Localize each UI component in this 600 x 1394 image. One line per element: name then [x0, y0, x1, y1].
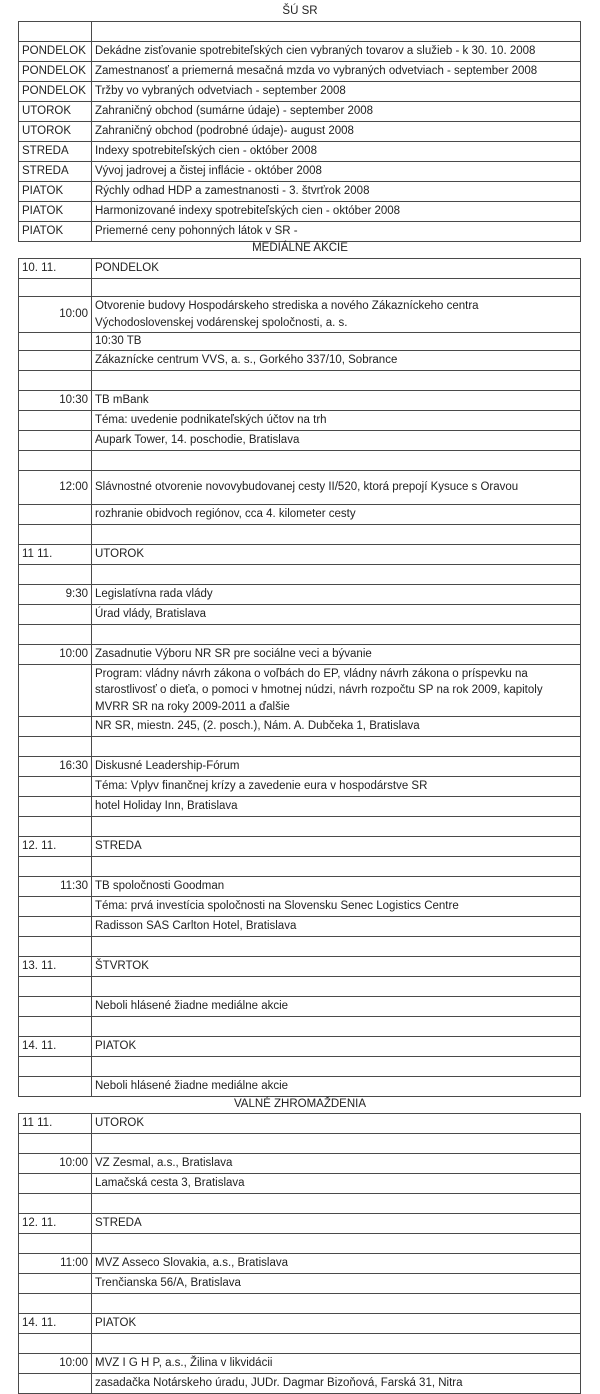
item-text: PIATOK — [92, 1037, 581, 1057]
empty-cell — [19, 937, 92, 957]
item-text: zasadačka Notárskeho úradu, JUDr. Dagmar Bizoňová, Farská 31, Nitra — [92, 1374, 581, 1394]
empty-cell — [19, 371, 92, 391]
empty-cell — [19, 505, 92, 525]
table-row — [19, 997, 581, 1017]
empty-cell — [19, 605, 92, 625]
empty-cell — [19, 897, 92, 917]
item-text — [92, 1234, 581, 1254]
table-row — [19, 1274, 581, 1294]
day-cell: PONDELOK — [19, 62, 92, 82]
table-row — [19, 877, 581, 897]
item-text: Neboli hlásené žiadne mediálne akcie — [92, 997, 581, 1017]
item-text: Úrad vlády, Bratislava — [92, 605, 581, 625]
item-text: Legislatívna rada vlády — [92, 585, 581, 605]
day-cell: PIATOK — [19, 182, 92, 202]
item-text: Neboli hlásené žiadne mediálne akcie — [92, 1077, 581, 1097]
medialne-akcie-table — [18, 258, 581, 1097]
item-text: STREDA — [92, 1214, 581, 1234]
table-row — [19, 162, 581, 182]
date-cell: 12. 11. — [19, 837, 92, 857]
time-cell: 10:00 — [19, 645, 92, 665]
empty-cell — [19, 777, 92, 797]
item-text: ŠTVRTOK — [92, 957, 581, 977]
empty-cell — [19, 997, 92, 1017]
table-row — [19, 757, 581, 777]
item-text: TB spoločnosti Goodman — [92, 877, 581, 897]
table-row — [19, 142, 581, 162]
item-text — [92, 625, 581, 645]
table-row — [19, 22, 581, 42]
empty-cell — [19, 1294, 92, 1314]
table-row — [19, 545, 581, 565]
time-cell: 10:00 — [19, 297, 92, 333]
day-cell: UTOROK — [19, 122, 92, 142]
empty-cell — [19, 333, 92, 351]
table-row — [19, 585, 581, 605]
item-text: rozhranie obidvoch regiónov, cca 4. kilometer cesty — [92, 505, 581, 525]
section-title-su-sr: ŠÚ SR — [282, 5, 318, 17]
item-text: Zákaznícke centrum VVS, a. s., Gorkého 337/10, Sobrance — [92, 351, 581, 371]
item-text — [92, 737, 581, 757]
table-row — [19, 391, 581, 411]
item-text: MVZ I G H P, a.s., Žilina v likvidácii — [92, 1354, 581, 1374]
table-row — [19, 62, 581, 82]
item-text — [92, 977, 581, 997]
item-text: Lamačská cesta 3, Bratislava — [92, 1174, 581, 1194]
item-text: Slávnostné otvorenie novovybudovanej cesty II/520, ktorá prepojí Kysuce s Oravou — [92, 471, 581, 505]
table-row — [19, 122, 581, 142]
table-row — [19, 1017, 581, 1037]
item-text — [92, 22, 581, 42]
table-row — [19, 1057, 581, 1077]
table-row — [19, 1154, 581, 1174]
item-text — [92, 1134, 581, 1154]
empty-cell — [19, 525, 92, 545]
empty-cell — [19, 717, 92, 737]
empty-cell — [19, 797, 92, 817]
table-row — [19, 102, 581, 122]
time-cell: 11:00 — [19, 1254, 92, 1274]
table-row — [19, 565, 581, 585]
date-cell: 11 11. — [19, 545, 92, 565]
item-text: Téma: uvedenie podnikateľských účtov na trh — [92, 411, 581, 431]
empty-cell — [19, 1057, 92, 1077]
table-row — [19, 665, 581, 717]
empty-cell — [19, 857, 92, 877]
date-cell: 14. 11. — [19, 1037, 92, 1057]
item-text: Trenčianska 56/A, Bratislava — [92, 1274, 581, 1294]
day-cell: STREDA — [19, 142, 92, 162]
table-row — [19, 717, 581, 737]
empty-cell — [19, 22, 92, 42]
table-row — [19, 977, 581, 997]
table-row — [19, 897, 581, 917]
item-text: Aupark Tower, 14. poschodie, Bratislava — [92, 431, 581, 451]
item-text: Otvorenie budovy Hospodárskeho strediska a nového Zákazníckeho centra Východoslovenskej vodárenskej spoločnosti, a. s. — [92, 297, 581, 333]
table-row — [19, 1294, 581, 1314]
table-row — [19, 937, 581, 957]
item-text: UTOROK — [92, 1114, 581, 1134]
item-text: hotel Holiday Inn, Bratislava — [92, 797, 581, 817]
day-cell: PIATOK — [19, 222, 92, 242]
item-text: VZ Zesmal, a.s., Bratislava — [92, 1154, 581, 1174]
empty-cell — [19, 737, 92, 757]
item-text: Tržby vo vybraných odvetviach - september 2008 — [92, 82, 581, 102]
day-cell: PIATOK — [19, 202, 92, 222]
empty-cell — [19, 451, 92, 471]
time-cell: 10:30 — [19, 391, 92, 411]
time-cell: 11:30 — [19, 877, 92, 897]
day-cell: STREDA — [19, 162, 92, 182]
table-row — [19, 1254, 581, 1274]
table-row — [19, 371, 581, 391]
table-row — [19, 777, 581, 797]
item-text — [92, 279, 581, 297]
empty-cell — [19, 351, 92, 371]
table-row — [19, 645, 581, 665]
day-cell: PONDELOK — [19, 42, 92, 62]
table-row — [19, 525, 581, 545]
table-row — [19, 1114, 581, 1134]
empty-cell — [19, 431, 92, 451]
item-text — [92, 371, 581, 391]
empty-cell — [19, 1374, 92, 1394]
table-row — [19, 1374, 581, 1394]
item-text: PONDELOK — [92, 259, 581, 279]
table-row — [19, 505, 581, 525]
time-cell: 10:00 — [19, 1354, 92, 1374]
table-row — [19, 42, 581, 62]
table-row — [19, 451, 581, 471]
table-row — [19, 182, 581, 202]
empty-cell — [19, 665, 92, 717]
item-text: Indexy spotrebiteľských cien - október 2008 — [92, 142, 581, 162]
item-text: Dekádne zisťovanie spotrebiteľských cien vybraných tovarov a služieb - k 30. 10. 2008 — [92, 42, 581, 62]
item-text: Vývoj jadrovej a čistej inflácie - október 2008 — [92, 162, 581, 182]
empty-cell — [19, 817, 92, 837]
date-cell: 10. 11. — [19, 259, 92, 279]
item-text: Program: vládny návrh zákona o voľbách do EP, vládny návrh zákona o príspevku na starostlivosť o dieťa, o pomoci v hmotnej núdzi, návrh rozpočtu SP na rok 2009, kapitoly MVRR SR na roky 2009-2011 a ďalšie — [92, 665, 581, 717]
item-text — [92, 937, 581, 957]
item-text — [92, 1017, 581, 1037]
item-text — [92, 1194, 581, 1214]
time-cell: 10:00 — [19, 1154, 92, 1174]
date-cell: 12. 11. — [19, 1214, 92, 1234]
table-row — [19, 279, 581, 297]
table-row — [19, 1194, 581, 1214]
item-text: UTOROK — [92, 545, 581, 565]
item-text — [92, 451, 581, 471]
time-cell: 9:30 — [19, 585, 92, 605]
empty-cell — [19, 565, 92, 585]
empty-cell — [19, 625, 92, 645]
item-text: NR SR, miestn. 245, (2. posch.), Nám. A. Dubčeka 1, Bratislava — [92, 717, 581, 737]
table-row — [19, 957, 581, 977]
empty-cell — [19, 1174, 92, 1194]
item-text: 10:30 TB — [92, 333, 581, 351]
empty-cell — [19, 1017, 92, 1037]
table-row — [19, 259, 581, 279]
empty-cell — [19, 1334, 92, 1354]
item-text — [92, 1057, 581, 1077]
table-row — [19, 411, 581, 431]
table-row — [19, 1134, 581, 1154]
empty-cell — [19, 977, 92, 997]
empty-cell — [19, 917, 92, 937]
item-text: Téma: prvá investícia spoločnosti na Slovensku Senec Logistics Centre — [92, 897, 581, 917]
item-text: Téma: Vplyv finančnej krízy a zavedenie eura v hospodárstve SR — [92, 777, 581, 797]
table-row — [19, 82, 581, 102]
item-text — [92, 857, 581, 877]
section-title-valne-zhromazdenia: VALNÉ ZHROMAŽDENIA — [233, 1098, 367, 1110]
item-text — [92, 1334, 581, 1354]
empty-cell — [19, 1134, 92, 1154]
table-row — [19, 737, 581, 757]
time-cell: 12:00 — [19, 471, 92, 505]
date-cell: 11 11. — [19, 1114, 92, 1134]
table-row — [19, 333, 581, 351]
table-row — [19, 1037, 581, 1057]
item-text: Zahraničný obchod (podrobné údaje)- august 2008 — [92, 122, 581, 142]
table-row — [19, 917, 581, 937]
item-text: Radisson SAS Carlton Hotel, Bratislava — [92, 917, 581, 937]
table-row — [19, 471, 581, 505]
table-row — [19, 1234, 581, 1254]
item-text: Zahraničný obchod (sumárne údaje) - september 2008 — [92, 102, 581, 122]
day-cell: PONDELOK — [19, 82, 92, 102]
item-text: Zasadnutie Výboru NR SR pre sociálne veci a bývanie — [92, 645, 581, 665]
table-row — [19, 351, 581, 371]
table-row — [19, 837, 581, 857]
item-text: MVZ Asseco Slovakia, a.s., Bratislava — [92, 1254, 581, 1274]
item-text — [92, 565, 581, 585]
item-text — [92, 817, 581, 837]
item-text — [92, 1294, 581, 1314]
item-text: Priemerné ceny pohonných látok v SR - — [92, 222, 581, 242]
item-text: Zamestnanosť a priemerná mesačná mzda vo vybraných odvetviach - september 2008 — [92, 62, 581, 82]
empty-cell — [19, 411, 92, 431]
table-row — [19, 1354, 581, 1374]
item-text: TB mBank — [92, 391, 581, 411]
table-row — [19, 297, 581, 333]
table-row — [19, 431, 581, 451]
date-cell: 13. 11. — [19, 957, 92, 977]
item-text: STREDA — [92, 837, 581, 857]
empty-cell — [19, 1194, 92, 1214]
table-row — [19, 625, 581, 645]
item-text: Rýchly odhad HDP a zamestnanosti - 3. štvrťrok 2008 — [92, 182, 581, 202]
item-text: Diskusné Leadership-Fórum — [92, 757, 581, 777]
su-sr-table — [18, 21, 581, 242]
table-row — [19, 605, 581, 625]
table-row — [19, 817, 581, 837]
section-title-medialne-akcie: MEDIÁLNE AKCIE — [252, 242, 348, 254]
valne-zhromazdenia-table — [18, 1113, 581, 1394]
table-row — [19, 1174, 581, 1194]
date-cell: 14. 11. — [19, 1314, 92, 1334]
item-text: PIATOK — [92, 1314, 581, 1334]
day-cell: UTOROK — [19, 102, 92, 122]
time-cell: 16:30 — [19, 757, 92, 777]
item-text: Harmonizované indexy spotrebiteľských cien - október 2008 — [92, 202, 581, 222]
table-row — [19, 1334, 581, 1354]
table-row — [19, 1214, 581, 1234]
empty-cell — [19, 1234, 92, 1254]
empty-cell — [19, 1274, 92, 1294]
table-row — [19, 857, 581, 877]
table-row — [19, 202, 581, 222]
table-row — [19, 1314, 581, 1334]
table-row — [19, 797, 581, 817]
item-text — [92, 525, 581, 545]
empty-cell — [19, 279, 92, 297]
